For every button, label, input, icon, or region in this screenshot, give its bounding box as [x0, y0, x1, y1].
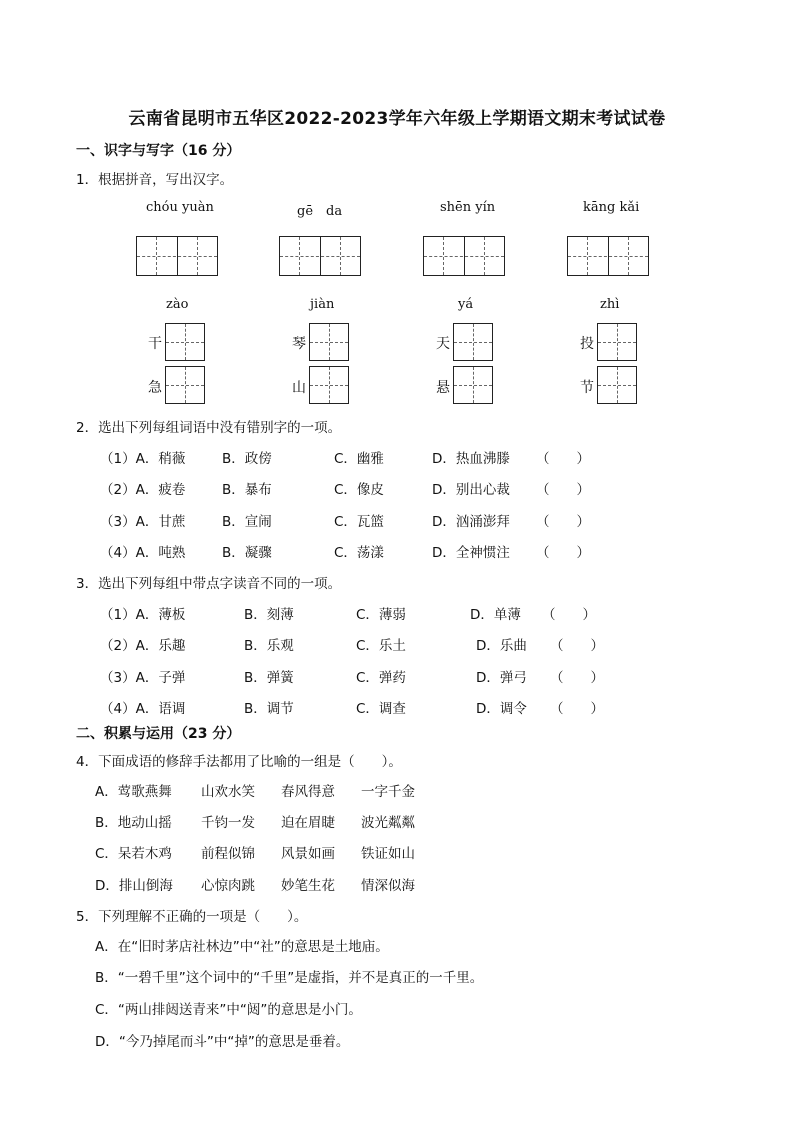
idiom: 春风得意 [281, 784, 335, 800]
option-d: D．调令 [476, 701, 527, 717]
option-b: B．政傍 [222, 451, 272, 467]
pinyin-label: zào [166, 297, 189, 312]
section-2-heading: 二、积累与运用（23 分） [76, 726, 241, 742]
pinyin-label: gē da [297, 204, 343, 219]
option-a: A．在“旧时茅店社林边”中“社”的意思是土地庙。 [95, 939, 389, 955]
writing-box-single[interactable] [165, 366, 205, 404]
idiom: 一字千金 [361, 784, 415, 800]
option-b: B．凝骤 [222, 545, 272, 561]
answer-blank[interactable]: （ ） [536, 482, 590, 498]
idiom: 风景如画 [281, 846, 335, 862]
answer-blank[interactable]: （ ） [536, 514, 590, 530]
writing-box-double[interactable] [423, 236, 505, 276]
answer-blank[interactable]: （ ） [536, 545, 590, 561]
option-a: （4）A．吨熟 [100, 545, 186, 561]
option-d: D．“今乃掉尾而斗”中“掉”的意思是垂着。 [95, 1034, 350, 1050]
option-c: C．乐土 [356, 638, 406, 654]
option-a: （1）A．稍薇 [100, 451, 186, 467]
option-a: A．莺歌燕舞 [95, 784, 172, 800]
idiom: 千钧一发 [201, 815, 255, 831]
writing-box-single[interactable] [453, 323, 493, 361]
option-d: D．乐曲 [476, 638, 527, 654]
writing-box-single[interactable] [165, 323, 205, 361]
pinyin-label: yá [458, 297, 474, 312]
option-c: C．瓦篮 [334, 514, 384, 530]
option-d: D．排山倒海 [95, 878, 173, 894]
option-b: B．“一碧千里”这个词中的“千里”是虚指，并不是真正的一千里。 [95, 970, 484, 986]
option-b: B．宣闹 [222, 514, 272, 530]
answer-blank[interactable]: （ ） [536, 451, 590, 467]
given-character: 天 [436, 336, 450, 352]
option-b: B．暴布 [222, 482, 272, 498]
option-c: C．像皮 [334, 482, 384, 498]
option-a: （4）A．语调 [100, 701, 186, 717]
given-character: 投 [580, 336, 594, 352]
question-4-stem: 4．下面成语的修辞手法都用了比喻的一组是（ ）。 [76, 754, 402, 770]
idiom: 前程似锦 [201, 846, 255, 862]
given-character: 琴 [292, 336, 306, 352]
option-d: D．热血沸滕 [432, 451, 510, 467]
question-2-stem: 2．选出下列每组词语中没有错别字的一项。 [76, 420, 342, 436]
writing-box-single[interactable] [309, 366, 349, 404]
option-b: B．刻薄 [244, 607, 294, 623]
given-character: 节 [580, 380, 594, 396]
question-3-stem: 3．选出下列每组中带点字读音不同的一项。 [76, 576, 342, 592]
writing-box-double[interactable] [136, 236, 218, 276]
option-c: C．呆若木鸡 [95, 846, 172, 862]
pinyin-label: zhì [600, 297, 620, 312]
option-d: D．全神惯注 [432, 545, 510, 561]
writing-box-double[interactable] [567, 236, 649, 276]
writing-box-single[interactable] [309, 323, 349, 361]
option-d: D．别出心裁 [432, 482, 510, 498]
option-a: （1）A．薄板 [100, 607, 186, 623]
question-1-stem: 1．根据拼音，写出汉字。 [76, 172, 234, 188]
writing-box-single[interactable] [453, 366, 493, 404]
answer-blank[interactable]: （ ） [550, 638, 604, 654]
option-b: B．弹簧 [244, 670, 294, 686]
idiom: 情深似海 [361, 878, 415, 894]
given-character: 急 [148, 380, 162, 396]
section-1-heading: 一、识字与写字（16 分） [76, 143, 241, 159]
writing-box-single[interactable] [597, 366, 637, 404]
idiom: 心惊肉跳 [201, 878, 255, 894]
option-b: B．地动山摇 [95, 815, 172, 831]
given-character: 干 [148, 336, 162, 352]
option-b: B．调节 [244, 701, 294, 717]
idiom: 妙笔生花 [281, 878, 335, 894]
pinyin-label: shēn yín [440, 200, 496, 215]
idiom: 铁证如山 [361, 846, 415, 862]
answer-blank[interactable]: （ ） [542, 607, 596, 623]
option-d: D．单薄 [470, 607, 521, 623]
question-5-stem: 5．下列理解不正确的一项是（ ）。 [76, 909, 308, 925]
idiom: 波光粼粼 [361, 815, 415, 831]
option-d: D．弹弓 [476, 670, 527, 686]
option-c: C．荡漾 [334, 545, 384, 561]
given-character: 山 [292, 380, 306, 396]
answer-blank[interactable]: （ ） [550, 670, 604, 686]
pinyin-label: jiàn [310, 297, 335, 312]
idiom: 山欢水笑 [201, 784, 255, 800]
given-character: 悬 [436, 380, 450, 396]
option-c: C．幽雅 [334, 451, 384, 467]
option-c: C．弹药 [356, 670, 406, 686]
pinyin-label: chóu yuàn [146, 200, 214, 215]
option-a: （2）A．疲卷 [100, 482, 186, 498]
option-a: （3）A．甘蔗 [100, 514, 186, 530]
option-b: B．乐观 [244, 638, 294, 654]
option-c: C．“两山排闼送青来”中“闼”的意思是小门。 [95, 1002, 362, 1018]
option-c: C．薄弱 [356, 607, 406, 623]
option-d: D．汹涌澎拜 [432, 514, 510, 530]
idiom: 迫在眉睫 [281, 815, 335, 831]
option-a: （2）A．乐趣 [100, 638, 186, 654]
page-title: 云南省昆明市五华区2022-2023学年六年级上学期语文期末考试试卷 [128, 109, 666, 129]
writing-box-single[interactable] [597, 323, 637, 361]
option-a: （3）A．子弹 [100, 670, 186, 686]
pinyin-label: kāng kǎi [583, 200, 640, 215]
option-c: C．调查 [356, 701, 406, 717]
writing-box-double[interactable] [279, 236, 361, 276]
answer-blank[interactable]: （ ） [550, 701, 604, 717]
